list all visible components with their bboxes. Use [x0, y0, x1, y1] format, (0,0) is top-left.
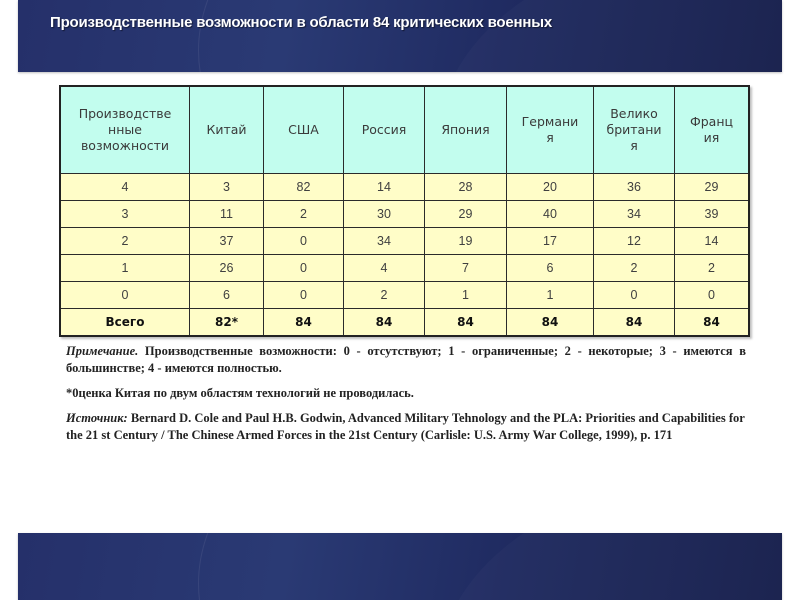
value-cell: 82: [264, 174, 344, 201]
row-label-cell: 3: [60, 201, 190, 228]
header-france: [675, 86, 750, 174]
header-line: ия: [703, 130, 720, 145]
value-cell: 26: [190, 255, 264, 282]
header-line: Велико: [610, 106, 658, 121]
header-line: британи: [606, 122, 662, 137]
row-label-cell: 0: [60, 282, 190, 309]
value-cell: 36: [594, 174, 675, 201]
value-cell: 39: [675, 201, 750, 228]
value-cell: 2: [344, 282, 425, 309]
notes-block: [66, 343, 746, 452]
value-cell: 0: [264, 228, 344, 255]
header-line: Производстве: [78, 106, 172, 121]
header-usa: [264, 86, 344, 174]
value-cell: 82*: [190, 309, 264, 337]
slide-title: Производственные возможности в области 84 критических военных: [50, 14, 552, 31]
value-cell: 7: [425, 255, 507, 282]
value-cell: 84: [675, 309, 750, 337]
value-cell: 0: [594, 282, 675, 309]
source-paragraph: [66, 410, 746, 444]
source-label: Источник:: [66, 411, 128, 425]
note-text: Производственные возможности: 0 - отсутствуют; 1 - ограниченные; 2 - некоторые; 3 - имеются в большинстве; 4 - имеются полностью.: [66, 344, 746, 375]
value-cell: 14: [344, 174, 425, 201]
table-row: [60, 201, 749, 228]
value-cell: 6: [190, 282, 264, 309]
value-cell: 34: [594, 201, 675, 228]
capabilities-table: [59, 85, 750, 337]
total-row: [60, 309, 749, 337]
note-paragraph: [66, 343, 746, 377]
value-cell: 0: [264, 282, 344, 309]
footnote: *0ценка Китая по двум областям технологий не проводилась.: [66, 386, 414, 400]
title-band: [18, 0, 782, 72]
table-row: [60, 255, 749, 282]
header-line: Япония: [441, 122, 490, 137]
footer-band: [18, 533, 782, 600]
header-line: Германи: [521, 114, 579, 129]
note-label: Примечание.: [66, 344, 139, 358]
row-label-cell: 2: [60, 228, 190, 255]
value-cell: 20: [507, 174, 594, 201]
value-cell: 2: [594, 255, 675, 282]
value-cell: 84: [344, 309, 425, 337]
value-cell: 19: [425, 228, 507, 255]
value-cell: 0: [675, 282, 750, 309]
header-germany: [507, 86, 594, 174]
value-cell: 14: [675, 228, 750, 255]
value-cell: 34: [344, 228, 425, 255]
table-row: [60, 282, 749, 309]
source-text: Bernard D. Cole and Paul H.B. Godwin, Advanced Military Tehnology and the PLA: Priorities and Capabilities for the 21 st Century / The Chinese Armed Forces in the 21st Century (Carlisle: U.S. Army War College, 1999), p. 171: [66, 411, 745, 442]
value-cell: 17: [507, 228, 594, 255]
header-great-britain: [594, 86, 675, 174]
value-cell: 29: [675, 174, 750, 201]
header-china: [190, 86, 264, 174]
header-line: Россия: [361, 122, 407, 137]
row-label-cell: Всего: [60, 309, 190, 337]
value-cell: 3: [190, 174, 264, 201]
header-capabilities: [60, 86, 190, 174]
row-label-cell: 4: [60, 174, 190, 201]
header-line: США: [288, 122, 319, 137]
header-japan: [425, 86, 507, 174]
value-cell: 1: [425, 282, 507, 309]
table-row: [60, 174, 749, 201]
value-cell: 11: [190, 201, 264, 228]
header-line: я: [546, 130, 554, 145]
value-cell: 28: [425, 174, 507, 201]
value-cell: 37: [190, 228, 264, 255]
value-cell: 6: [507, 255, 594, 282]
row-label-cell: 1: [60, 255, 190, 282]
value-cell: 84: [594, 309, 675, 337]
header-line: возможности: [80, 138, 170, 153]
header-line: нные: [108, 122, 142, 137]
table-row: [60, 228, 749, 255]
value-cell: 12: [594, 228, 675, 255]
header-line: Китай: [206, 122, 247, 137]
header-russia: [344, 86, 425, 174]
value-cell: 1: [507, 282, 594, 309]
value-cell: 2: [675, 255, 750, 282]
header-line: Франц: [689, 114, 734, 129]
value-cell: 0: [264, 255, 344, 282]
value-cell: 84: [264, 309, 344, 337]
value-cell: 40: [507, 201, 594, 228]
value-cell: 4: [344, 255, 425, 282]
value-cell: 84: [507, 309, 594, 337]
value-cell: 2: [264, 201, 344, 228]
value-cell: 84: [425, 309, 507, 337]
header-line: я: [630, 138, 638, 153]
value-cell: 29: [425, 201, 507, 228]
value-cell: 30: [344, 201, 425, 228]
table-header-row: [60, 86, 749, 174]
